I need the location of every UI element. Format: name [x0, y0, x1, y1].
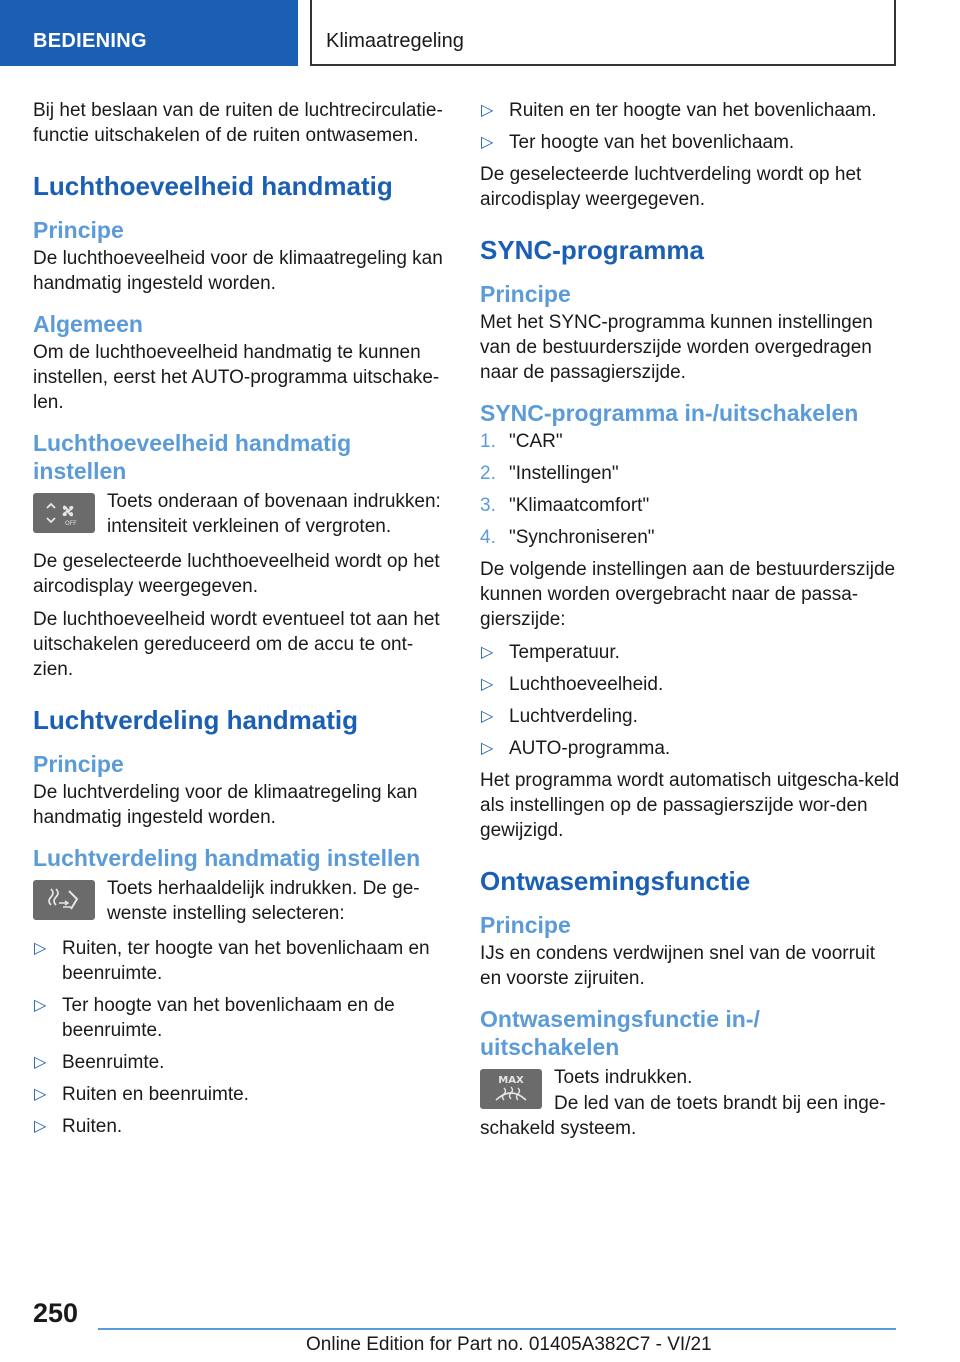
heading-principle: Principe [33, 751, 124, 777]
heading-general: Algemeen [33, 311, 143, 337]
list-item: ▷ Ter hoogte van het bovenlichaam en de beenruimte. [34, 995, 395, 1041]
triangle-bullet-icon: ▷ [481, 644, 494, 661]
list-item: ▷ Ter hoogte van het bovenlichaam. [481, 132, 795, 153]
heading-sync: SYNC-programma [480, 235, 704, 265]
triangle-bullet-icon: ▷ [481, 102, 494, 119]
list-item: ▷ AUTO-programma. [481, 738, 671, 759]
sync-settings-intro: De volgende instellingen aan de bestuurderszijde kunnen worden overgebracht naar de passa-gierszijde: [480, 559, 896, 630]
list-item: ▷ Temperatuur. [481, 642, 620, 663]
heading-sync-toggle: SYNC-programma in-/uitschakelen [480, 400, 859, 426]
triangle-bullet-icon: ▷ [34, 940, 47, 957]
principle-text: Met het SYNC-programma kunnen instellingen van de bestuurderszijde worden overgedragen naar de passagierszijde. [480, 312, 873, 383]
max-key-label: MAX [498, 1075, 524, 1086]
triangle-bullet-icon: ▷ [34, 1086, 47, 1103]
heading-defrost: Ontwasemingsfunctie [480, 866, 751, 896]
defrost-led-text: De led van de toets brandt bij een inge-schakeld systeem. [480, 1093, 886, 1139]
triangle-bullet-icon: ▷ [34, 1118, 47, 1135]
triangle-bullet-icon: ▷ [481, 134, 494, 151]
heading-principle: Principe [480, 912, 571, 938]
airflow-text-2: De luchthoeveelheid wordt eventueel tot aan het uitschakelen gereduceerd om de accu te ont-zien. [33, 609, 440, 680]
list-item: ▷ Beenruimte. [34, 1052, 165, 1073]
air-distribution-key-icon [33, 880, 95, 920]
section-tab [0, 0, 298, 66]
list-item: ▷ Ruiten en ter hoogte van het bovenlichaam. [481, 100, 877, 121]
triangle-bullet-icon: ▷ [481, 676, 494, 693]
list-item: ▷ Ruiten, ter hoogte van het bovenlichaam en beenruimte. [34, 938, 430, 984]
distribution-key-row [33, 876, 447, 926]
fan-off-key-icon [33, 493, 95, 533]
svg-text:OFF: OFF [65, 520, 77, 527]
triangle-bullet-icon: ▷ [34, 997, 47, 1014]
principle-text: De luchthoeveelheid voor de klimaatregeling kan handmatig ingesteld worden. [33, 248, 443, 294]
heading-airflow: Luchthoeveelheid handmatig [33, 171, 393, 201]
sync-steps-list [480, 429, 900, 550]
list-item: ▷ Luchthoeveelheid. [481, 674, 664, 695]
chapter-title: Klimaatregeling [326, 30, 464, 52]
sync-settings-list [480, 640, 900, 761]
heading-principle: Principe [33, 217, 124, 243]
triangle-bullet-icon: ▷ [34, 1054, 47, 1071]
triangle-bullet-icon: ▷ [481, 708, 494, 725]
triangle-bullet-icon: ▷ [481, 740, 494, 757]
airflow-key-text: Toets onderaan of bovenaan indrukken: intensiteit verkleinen of vergroten. [107, 491, 441, 537]
section-label: BEDIENING [33, 30, 147, 52]
list-item: 1. "CAR" [480, 431, 563, 452]
list-item: 4. "Synchroniseren" [480, 527, 655, 548]
sync-auto-off-text: Het programma wordt automatisch uitgescha-keld als instellingen op de passagierszijde wor-den gewijzigd. [480, 770, 900, 841]
right-column [480, 98, 900, 1149]
footer-divider [98, 1328, 896, 1330]
list-item: ▷ Ruiten en beenruimte. [34, 1084, 249, 1105]
heading-distribution-set: Luchtverdeling handmatig instellen [33, 845, 421, 871]
list-item: 3. "Klimaatcomfort" [480, 495, 650, 516]
distribution-display-text: De geselecteerde luchtverdeling wordt op het aircodisplay weergegeven. [480, 164, 862, 210]
list-item: 2. "Instellingen" [480, 463, 619, 484]
defrost-key-text: Toets indrukken. [554, 1067, 693, 1088]
intro-text: Bij het beslaan van de ruiten de luchtrecirculatie-functie uitschakelen of de ruiten ontwasemen. [33, 100, 443, 146]
airflow-key-row [33, 489, 447, 539]
airflow-text-1: De geselecteerde luchthoeveelheid wordt op het aircodisplay weergegeven. [33, 551, 440, 597]
max-defrost-key-icon [480, 1069, 542, 1109]
heading-airflow-set: Luchthoeveelheid handmatig instellen [33, 430, 352, 484]
list-item: ▷ Luchtverdeling. [481, 706, 638, 727]
distribution-key-text: Toets herhaaldelijk indrukken. De ge-wenste instelling selecteren: [107, 878, 420, 924]
page-number: 250 [33, 1298, 79, 1328]
distribution-options-list-continued [480, 98, 900, 155]
heading-defrost-toggle: Ontwasemingsfunctie in-/ uitschakelen [480, 1006, 760, 1060]
edition-text: Online Edition for Part no. 01405A382C7 - VI/21 [306, 1334, 712, 1355]
general-text: Om de luchthoeveelheid handmatig te kunnen instellen, eerst het AUTO-programma uitschake-len. [33, 342, 440, 413]
left-column [33, 98, 447, 1146]
principle-text: IJs en condens verdwijnen snel van de voorruit en voorste zijruiten. [480, 943, 876, 989]
heading-distribution: Luchtverdeling handmatig [33, 705, 359, 735]
distribution-options-list [33, 936, 447, 1139]
chapter-title-box [310, 0, 896, 66]
list-item: ▷ Ruiten. [34, 1116, 123, 1137]
page-header [0, 0, 960, 66]
heading-principle: Principe [480, 281, 571, 307]
principle-text: De luchtverdeling voor de klimaatregeling kan handmatig ingesteld worden. [33, 782, 418, 828]
